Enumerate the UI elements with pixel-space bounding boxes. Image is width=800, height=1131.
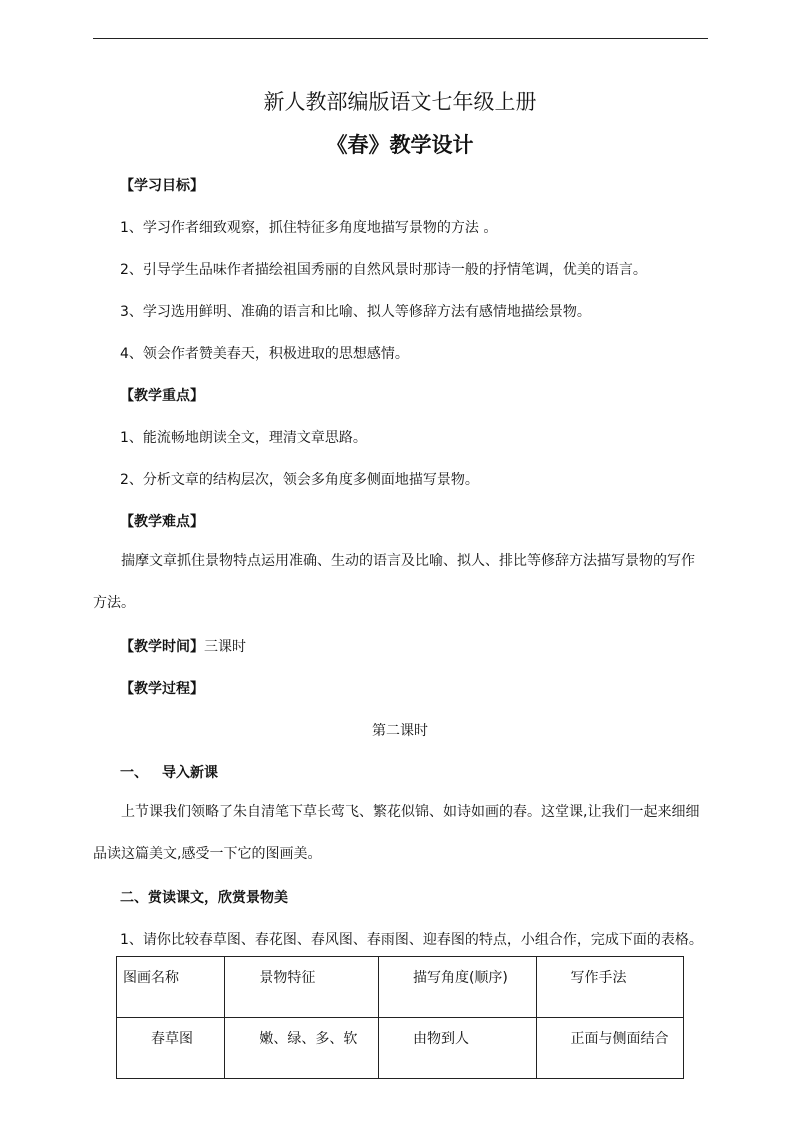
objectives-heading: 【学习目标】: [120, 178, 204, 194]
scene-features-table: [116, 956, 684, 1079]
header-rule: [93, 38, 708, 39]
table-cell: 嫩、绿、多、软: [225, 1018, 379, 1079]
objective-item-3: 3、学习选用鲜明、准确的语言和比喻、拟人等修辞方法有感情地描绘景物。: [120, 304, 591, 320]
section-1-title: 导入新课: [162, 765, 218, 781]
section-1-number: 一、: [120, 765, 148, 781]
table-header-cell: 写作手法: [536, 957, 683, 1018]
section-1-heading: [120, 762, 218, 782]
table-header-row: [117, 957, 684, 1018]
time-heading: 【教学时间】: [120, 639, 204, 655]
difficulties-heading: 【教学难点】: [120, 514, 204, 530]
key-points-heading: 【教学重点】: [120, 388, 204, 404]
objective-item-2: 2、引导学生品味作者描绘祖国秀丽的自然风景时那诗一般的抒情笔调，优美的语言。: [120, 262, 647, 278]
table-row: [117, 1018, 684, 1079]
section-1-text: 上节课我们领略了朱自清笔下草长莺飞、繁花似锦、如诗如画的春。这堂课,让我们一起来细细品读这篇美文,感受一下它的图画美。: [93, 804, 700, 862]
key-point-item-2: 2、分析文章的结构层次，领会多角度多侧面地描写景物。: [120, 472, 479, 488]
objective-item-1: 1、学习作者细致观察，抓住特征多角度地描写景物的方法 。: [120, 220, 498, 236]
table-cell: 正面与侧面结合: [536, 1018, 683, 1079]
section-2-heading: 二、赏读课文，欣赏景物美: [120, 890, 288, 906]
section-2-task: 1、请你比较春草图、春花图、春风图、春雨图、迎春图的特点，小组合作，完成下面的表格。: [120, 932, 703, 948]
process-heading: 【教学过程】: [120, 681, 204, 697]
table-header-cell: 描写角度(顺序): [378, 957, 536, 1018]
lesson-label: 第二课时: [372, 723, 428, 739]
document-title: 新人教部编版语文七年级上册: [263, 90, 537, 114]
time-row: [120, 636, 246, 656]
time-value: 三课时: [204, 639, 246, 655]
table-header-cell: 景物特征: [225, 957, 379, 1018]
difficulties-text: 揣摩文章抓住景物特点运用准确、生动的语言及比喻、拟人、排比等修辞方法描写景物的写作方法。: [93, 553, 695, 611]
key-point-item-1: 1、能流畅地朗读全文，理清文章思路。: [120, 430, 367, 446]
objective-item-4: 4、领会作者赞美春天，积极进取的思想感情。: [120, 346, 409, 362]
table-cell: 春草图: [117, 1018, 225, 1079]
table-header-cell: 图画名称: [117, 957, 225, 1018]
document-subtitle: 《春》教学设计: [326, 133, 474, 157]
table-cell: 由物到人: [378, 1018, 536, 1079]
